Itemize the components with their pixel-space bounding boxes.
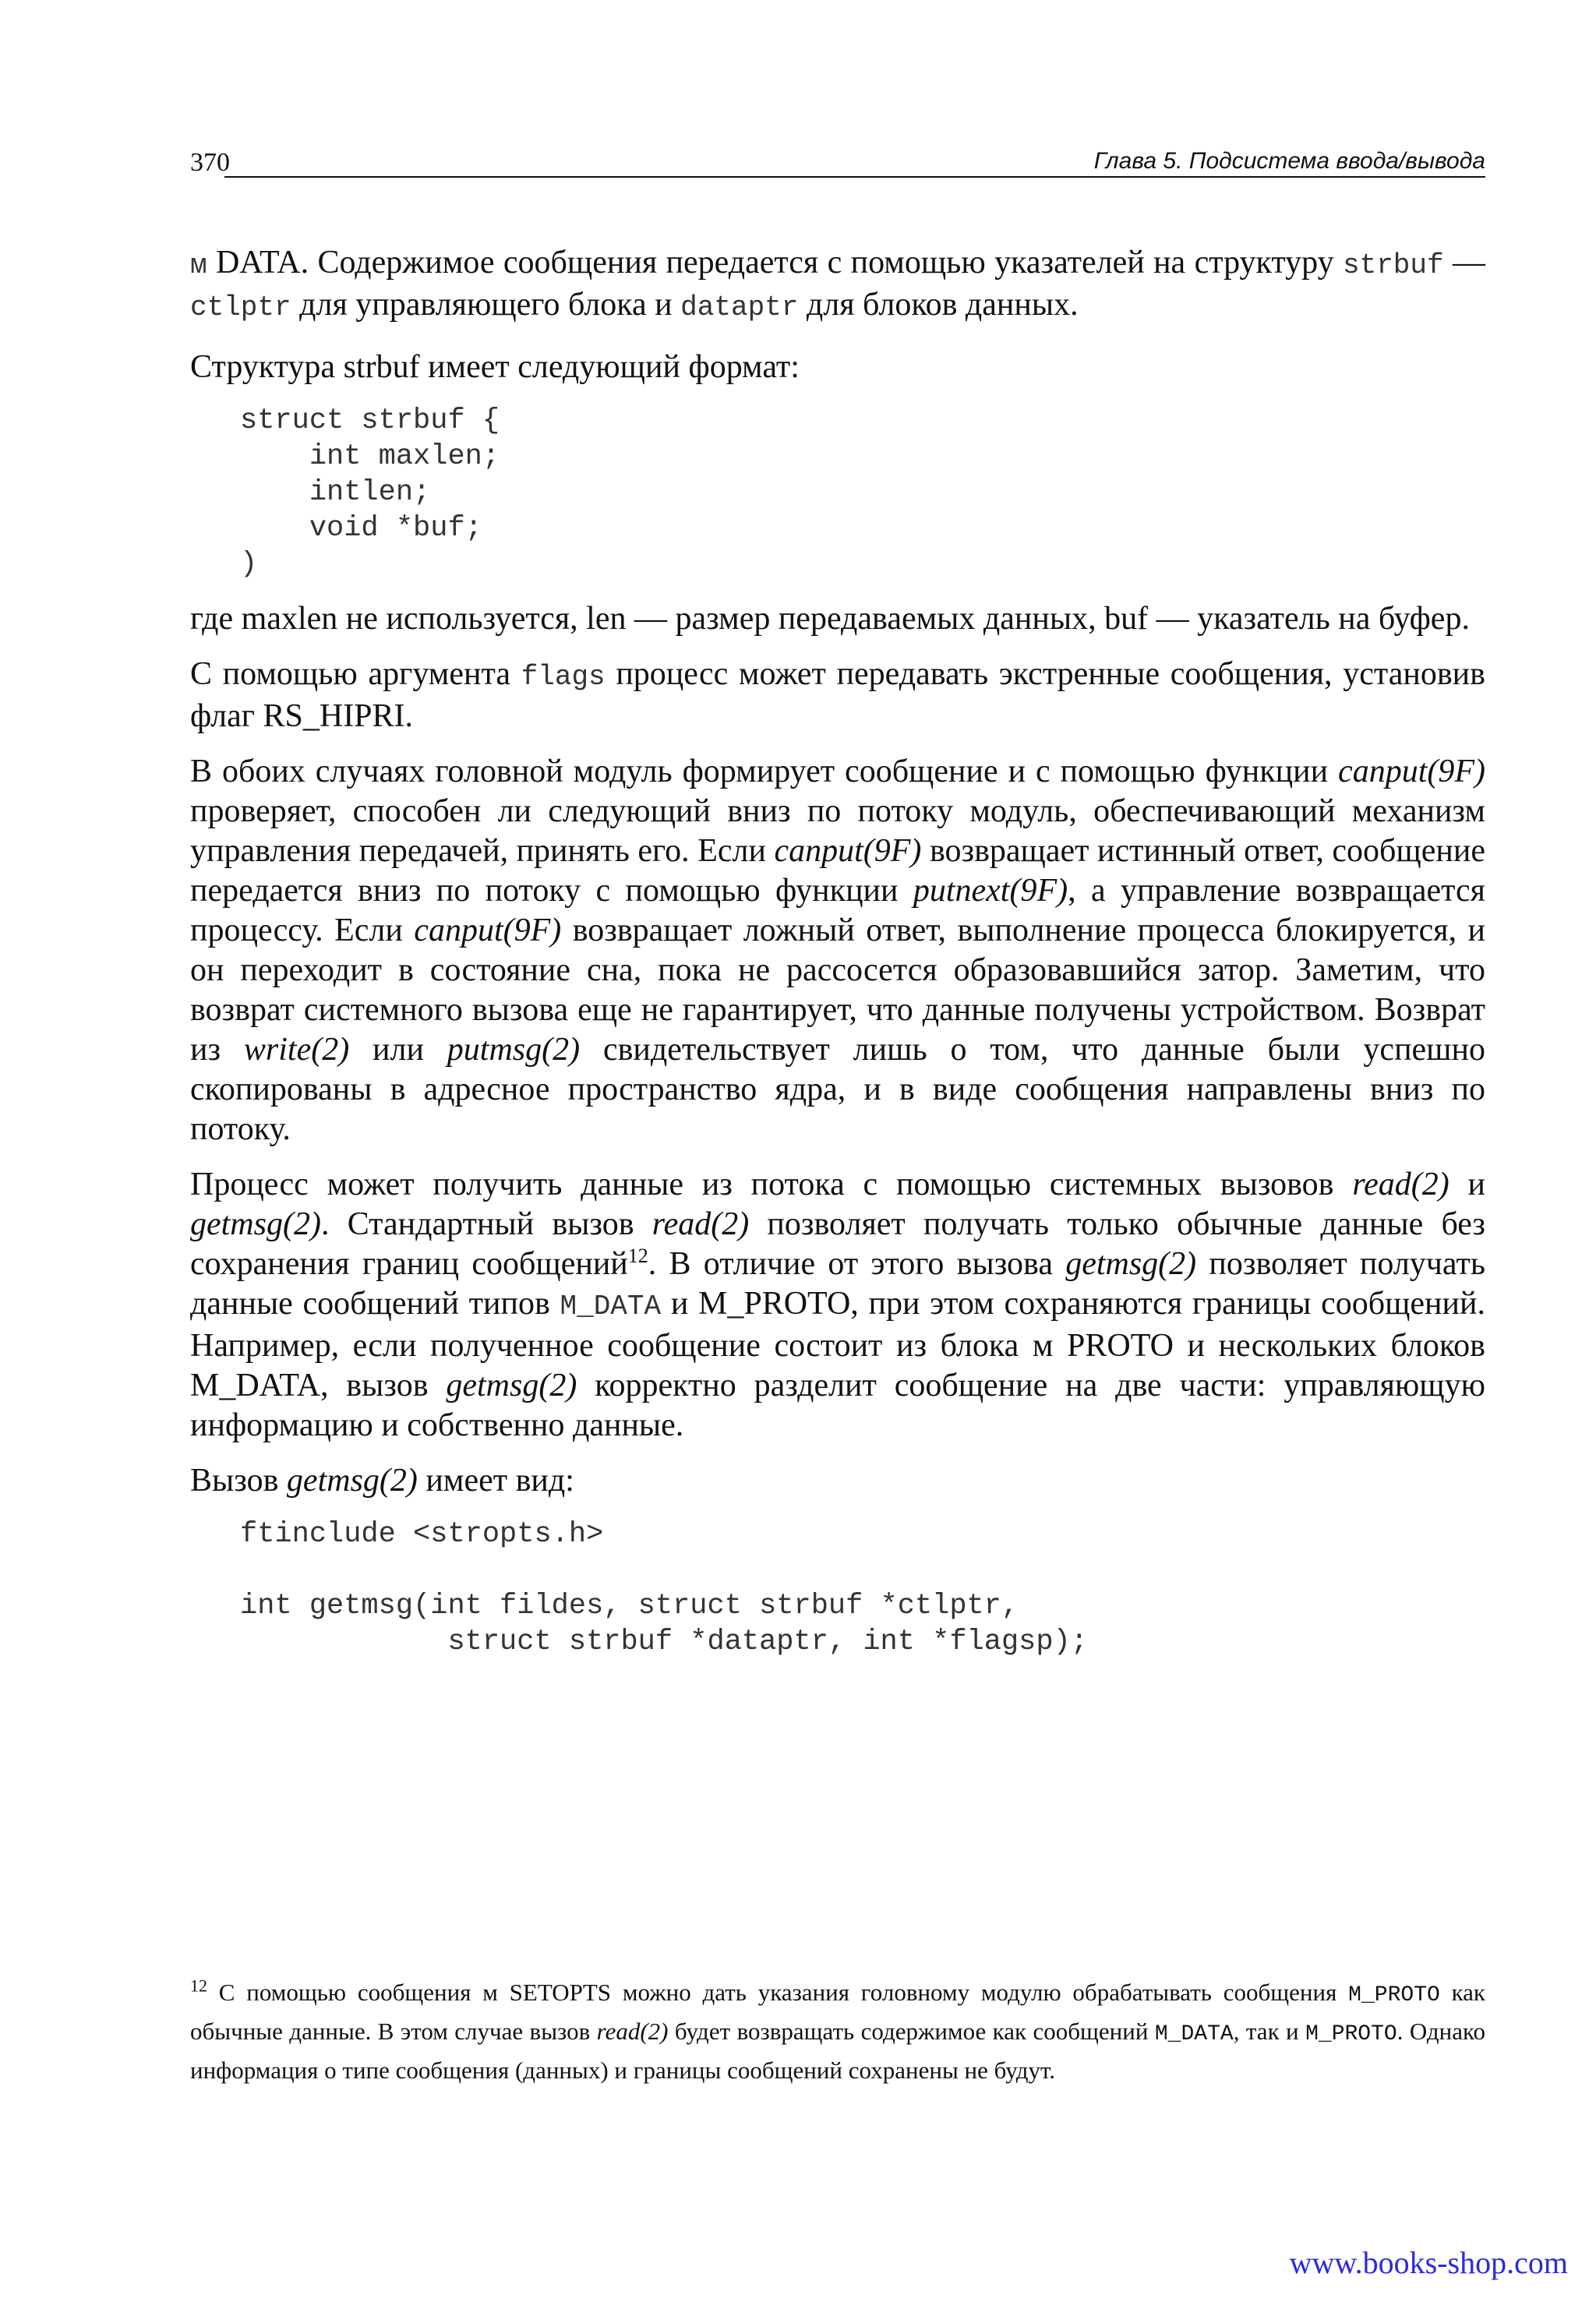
code-inline: ctlptr	[190, 291, 291, 323]
code-inline: M_PROTO	[1348, 1983, 1440, 2007]
text-run: как обычные данные. В этом случае вызов	[190, 1979, 1485, 2045]
function-ref: getmsg(2)	[286, 1463, 418, 1499]
paragraph-getmsg	[190, 1165, 1485, 1446]
page-body	[190, 243, 1485, 1677]
text-run: . Стандартный вызов	[320, 1206, 652, 1242]
code-block-strbuf: struct strbuf { int maxlen; intlen; void *buf; )	[240, 404, 500, 581]
text-run: . Однако информация о типе сообщения (данных) и границы сообщений сохранены не будут.	[190, 2018, 1485, 2084]
function-ref: read(2)	[1352, 1167, 1449, 1202]
text-run: DATA. Содержимое сообщения передается с помощью указателей на структуру	[207, 245, 1343, 281]
text-run: будет возвращать содержимое как сообщений	[668, 2018, 1155, 2045]
text-run: позволяет получать данные сообщений типов	[190, 1246, 1485, 1322]
footnote-number: 12	[190, 1975, 207, 1996]
page-number: 370	[190, 148, 230, 177]
function-ref: putmsg(2)	[447, 1032, 581, 1068]
text-run: Процесс может получить данные из потока с помощью системных вызовов	[190, 1167, 1353, 1202]
text-run: возвращает ложный ответ, выполнение процесса блокируется, и он переходит в состояние сна, пока не рассосется образовавшийся затор. Заметим, что возврат системного вызова еще не гарантирует, что данные получены устройством. Возврат из	[190, 913, 1485, 1068]
running-head	[190, 148, 1485, 179]
text-run: имеет вид:	[417, 1463, 574, 1499]
text-run: Вызов	[190, 1463, 287, 1499]
paragraph-getmsg-signature	[190, 1461, 1485, 1501]
code-inline: strbuf	[1343, 249, 1444, 281]
code-inline: M_PROTO	[1305, 2022, 1397, 2046]
text-run: . В отличие от этого вызова	[648, 1246, 1066, 1282]
function-ref: canput(9F)	[414, 913, 562, 948]
paragraph-flags	[190, 655, 1485, 736]
text-run: и M_PROTO, при этом сохраняются границы сообщений. Например, если полученное сообщение состоит из блока м PROTO и нескольких блоков M_DATA, вызов	[190, 1286, 1485, 1403]
text-run: , а управление возвращается процессу. Если	[190, 873, 1485, 948]
chapter-title: Глава 5. Подсистема ввода/вывода	[1093, 148, 1485, 174]
function-ref: getmsg(2)	[446, 1368, 577, 1403]
text-run: возвращает истинный ответ, сообщение передается вниз по потоку с помощью функции	[190, 833, 1486, 909]
function-ref: getmsg(2)	[190, 1206, 321, 1242]
function-ref: read(2)	[651, 1206, 750, 1242]
text-run: для блоков данных.	[798, 287, 1079, 323]
code-inline: M_DATA	[1154, 2022, 1234, 2046]
text-run: , так и	[1233, 2018, 1306, 2045]
text-run: В обоих случаях головной модуль формирует сообщение и с помощью функции	[190, 754, 1339, 789]
text-run: С помощью сообщения м SETOPTS можно дать указания головному модулю обрабатывать сообщения	[207, 1979, 1349, 2006]
header-rule	[224, 176, 1485, 178]
paragraph-strbuf-format: Структура strbuf имеет следующий формат:	[190, 349, 800, 385]
footnote	[190, 1975, 1485, 2088]
text-run: свидетельствует лишь о том, что данные были успешно скопированы в адресное пространство ядра, и в виде сообщения направлены вниз по потоку.	[190, 1032, 1486, 1147]
text-run: проверяет, способен ли следующий вниз по потоку модуль, обеспечивающий механизм управления передачей, принять его. Если	[190, 793, 1485, 869]
code-block-getmsg: ftinclude <stropts.h> int getmsg(int fildes, struct strbuf *ctlptr, struct strbuf *dataptr, int *flagsp);	[240, 1518, 1088, 1658]
text-run: позволяет получать только обычные данные без сохранения границ сообщений	[190, 1206, 1486, 1282]
function-ref: putnext(9F)	[913, 873, 1068, 909]
code-inline: flags	[521, 661, 606, 693]
function-ref: canput(9F)	[1338, 754, 1485, 789]
text-run: С помощью аргумента	[190, 656, 521, 692]
paragraph-strbuf-fields: где maxlen не используется, len — размер передаваемых данных, buf — указатель на буфер.	[190, 601, 1470, 637]
paragraph-strbuf-pointers	[190, 243, 1485, 327]
function-ref: getmsg(2)	[1065, 1246, 1197, 1282]
code-inline: M_DATA	[560, 1290, 662, 1322]
text-run: для управляющего блока и	[291, 287, 681, 323]
code-inline: dataptr	[680, 291, 799, 323]
text-run: процесс может передавать экстренные сообщения, установив флаг RS_HIPRI.	[190, 656, 1485, 734]
text-run: корректно разделит сообщение на две части: управляющую информацию и собственно данные.	[190, 1368, 1485, 1443]
code-inline: м	[190, 249, 207, 281]
text-run: и	[1449, 1167, 1485, 1202]
function-ref: canput(9F)	[774, 833, 922, 869]
text-run: или	[349, 1032, 447, 1068]
function-ref: read(2)	[596, 2018, 669, 2045]
text-run: —	[1443, 245, 1485, 281]
paragraph-canput	[190, 752, 1485, 1149]
watermark-link[interactable]: www.books-shop.com	[1289, 2245, 1568, 2280]
function-ref: write(2)	[243, 1032, 350, 1068]
footnote-marker: 12	[627, 1245, 648, 1267]
